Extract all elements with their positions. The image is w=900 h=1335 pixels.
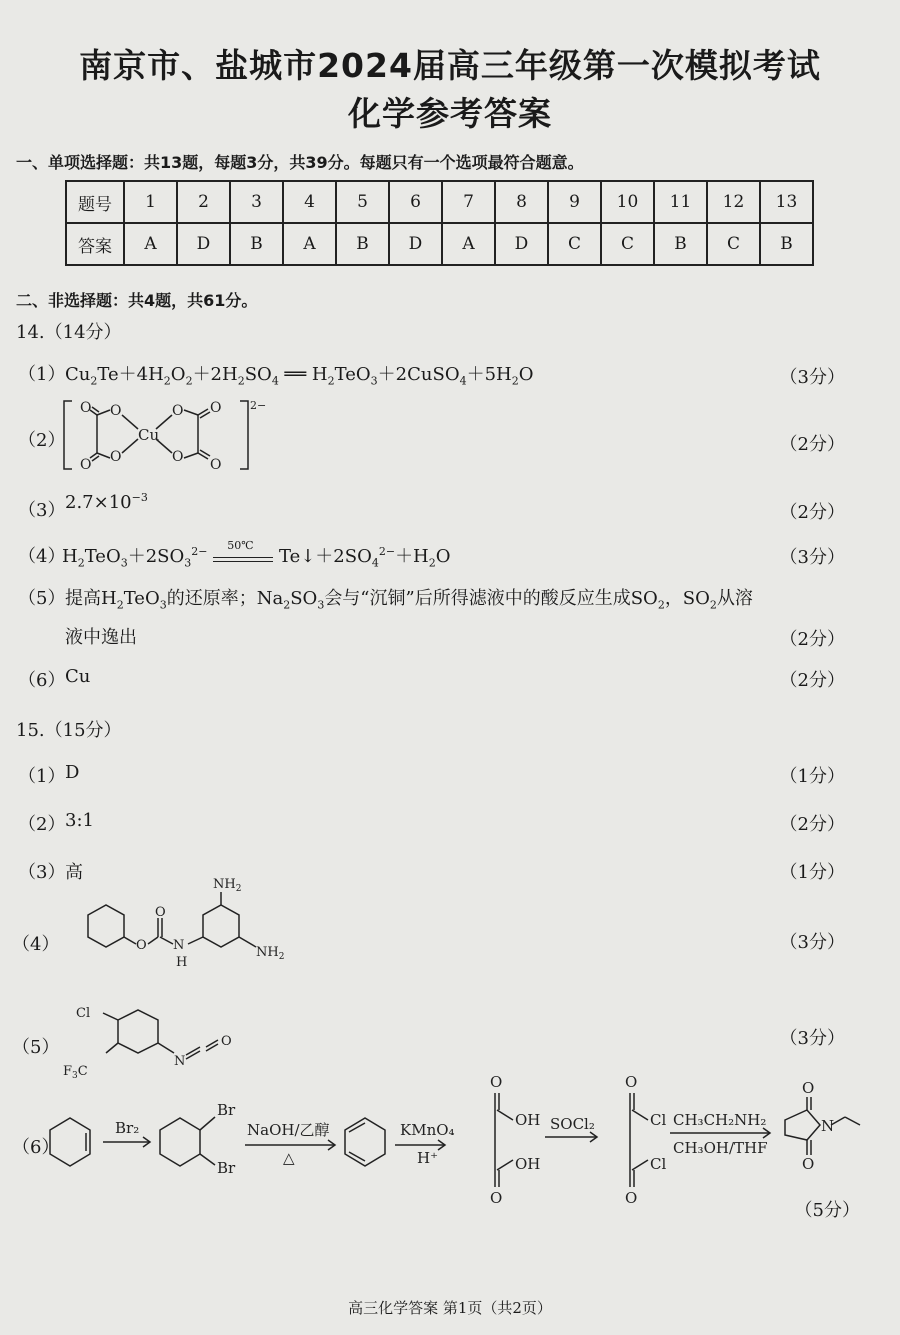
- q15-2-score: （2分）: [779, 814, 845, 835]
- svg-text:OH: OH: [515, 1111, 541, 1129]
- page-footer: 高三化学答案 第1页（共2页）: [348, 1299, 552, 1317]
- q14-2-score: （2分）: [779, 434, 845, 455]
- svg-text:O: O: [210, 400, 222, 416]
- synthesis-route-scheme: [45, 1065, 895, 1205]
- row-label-number: 题号: [66, 181, 124, 223]
- svg-text:O: O: [80, 457, 92, 473]
- svg-text:O: O: [210, 457, 222, 473]
- q15-4-score: （3分）: [779, 932, 845, 953]
- svg-text:O: O: [490, 1073, 503, 1091]
- q14-5-number: （5）: [18, 588, 66, 609]
- svg-text:N: N: [173, 938, 185, 953]
- answer-cell: A: [124, 223, 177, 265]
- q14-1-score: （3分）: [779, 367, 845, 388]
- complex-metal-label: Cu: [138, 426, 160, 444]
- q15-5-score: （3分）: [779, 1028, 845, 1049]
- svg-text:O: O: [802, 1079, 815, 1097]
- svg-text:O: O: [155, 905, 166, 920]
- copper-oxalate-complex-structure: [62, 395, 282, 475]
- step3-condition: H⁺: [417, 1149, 438, 1167]
- q15-5-number: （5）: [12, 1037, 60, 1058]
- q14-6-answer: Cu: [65, 666, 91, 687]
- svg-text:O: O: [625, 1189, 638, 1205]
- answer-cell: B: [654, 223, 707, 265]
- question-number-cell: 3: [230, 181, 283, 223]
- q14-5-answer-line2: 液中逸出: [65, 627, 137, 648]
- row-label-answer: 答案: [66, 223, 124, 265]
- q15-2-number: （2）: [18, 814, 66, 835]
- q15-6-score: （5分）: [794, 1200, 860, 1221]
- answer-cell: A: [442, 223, 495, 265]
- step5-reagent: CH₃CH₂NH₂: [673, 1111, 767, 1129]
- svg-text:O: O: [221, 1034, 232, 1049]
- q15-6-number: （6）: [12, 1137, 60, 1158]
- svg-text:O: O: [490, 1189, 503, 1205]
- question-number-cell: 1: [124, 181, 177, 223]
- svg-text:O: O: [80, 400, 92, 416]
- svg-text:O: O: [625, 1073, 638, 1091]
- svg-text:OH: OH: [515, 1155, 541, 1173]
- answer-cell: C: [548, 223, 601, 265]
- answer-cell: C: [601, 223, 654, 265]
- q15-3-score: （1分）: [779, 862, 845, 883]
- section-2-heading: 二、非选择题：共4题，共61分。: [16, 291, 258, 310]
- svg-text:N: N: [821, 1117, 835, 1135]
- answer-row: [66, 223, 813, 265]
- q15-3-number: （3）: [18, 862, 66, 883]
- question-number-cell: 11: [654, 181, 707, 223]
- step1-reagent: Br₂: [115, 1119, 140, 1137]
- q14-5-answer-line1: 提高$H_2TeO_3$的还原率；$Na_2SO_3$会与“沉铜”后所得滤液中的酸反应生成$SO_2$，$SO_2$从溶: [65, 588, 753, 612]
- q14-3-answer: $2.7\times 10^{-3}$: [65, 491, 148, 513]
- q15-1-answer: D: [65, 762, 80, 783]
- question-number-cell: 13: [760, 181, 813, 223]
- carbamate-structure: [58, 870, 318, 990]
- section-1-heading: 一、单项选择题：共13题，每题3分，共39分。每题只有一个选项最符合题意。: [16, 153, 584, 172]
- question-number-cell: 2: [177, 181, 230, 223]
- step5-condition: CH₃OH/THF: [673, 1139, 768, 1157]
- question-number-cell: 6: [389, 181, 442, 223]
- question-number-cell: 5: [336, 181, 389, 223]
- reaction-condition: 50℃: [227, 538, 254, 552]
- svg-text:Br: Br: [217, 1159, 236, 1177]
- svg-text:O: O: [802, 1155, 815, 1173]
- q14-5-score: （2分）: [779, 629, 845, 650]
- question-number-cell: 8: [495, 181, 548, 223]
- q14-4-number: （4）: [18, 546, 66, 567]
- q14-6-score: （2分）: [779, 670, 845, 691]
- svg-text:O: O: [172, 403, 184, 419]
- question-number-cell: 12: [707, 181, 760, 223]
- question-number-cell: 4: [283, 181, 336, 223]
- q14-1-number: （1）: [18, 364, 66, 385]
- answer-cell: B: [760, 223, 813, 265]
- svg-text:O: O: [110, 449, 122, 465]
- page-title: 南京市、盐城市2024届高三年级第一次模拟考试: [79, 46, 821, 85]
- q15-1-score: （1分）: [779, 766, 845, 787]
- answer-cell: A: [283, 223, 336, 265]
- question-number-cell: 10: [601, 181, 654, 223]
- question-number-cell: 9: [548, 181, 601, 223]
- question-number-row: [66, 181, 813, 223]
- answer-cell: D: [177, 223, 230, 265]
- q15-4-number: （4）: [12, 934, 60, 955]
- q14-2-number: （2）: [18, 430, 66, 451]
- step3-reagent: KMnO₄: [400, 1121, 455, 1139]
- q14-4-equation: $H_2TeO_3+2SO_3^{2-}$ 50℃ $Te↓+2SO_4^{2-}+H_2O$: [62, 538, 451, 570]
- q15-3-answer: 高: [65, 862, 83, 883]
- svg-text:Cl: Cl: [650, 1111, 667, 1129]
- q14-1-equation: $Cu_2Te+4H_2O_2+2H_2SO_4$ ══ $H_2TeO_3+2CuSO_4+5H_2O$: [65, 364, 534, 388]
- q14-6-number: （6）: [18, 670, 66, 691]
- q15-label: 15.（15分）: [16, 720, 122, 741]
- svg-text:Cl: Cl: [650, 1155, 667, 1173]
- svg-text:N: N: [174, 1054, 186, 1069]
- svg-text:NH2: $NH_2$: [213, 877, 242, 894]
- step4-reagent: SOCl₂: [550, 1115, 595, 1133]
- question-number-cell: 7: [442, 181, 495, 223]
- step2-condition: △: [283, 1149, 295, 1167]
- answer-cell: D: [495, 223, 548, 265]
- svg-text:O: O: [136, 938, 147, 953]
- answer-cell: D: [389, 223, 442, 265]
- q14-label: 14.（14分）: [16, 322, 122, 343]
- answer-table: [65, 180, 814, 266]
- q15-1-number: （1）: [18, 766, 66, 787]
- svg-text:Cl: Cl: [76, 1006, 91, 1021]
- q15-2-answer: 3:1: [65, 810, 94, 831]
- page-subtitle: 化学参考答案: [348, 94, 552, 133]
- svg-text:NH2: $NH_2$: [256, 945, 285, 962]
- complex-charge-label: 2−: [250, 399, 267, 412]
- q14-4-score: （3分）: [779, 547, 845, 568]
- step2-reagent: NaOH/乙醇: [247, 1121, 330, 1139]
- answer-cell: B: [230, 223, 283, 265]
- q14-3-number: （3）: [18, 500, 66, 521]
- svg-text:Br: Br: [217, 1101, 236, 1119]
- q14-3-score: （2分）: [779, 502, 845, 523]
- svg-text:O: O: [110, 403, 122, 419]
- svg-text:H: H: [176, 955, 188, 970]
- answer-cell: C: [707, 223, 760, 265]
- svg-text:F3C: $F_3C$: [63, 1064, 88, 1081]
- answer-cell: B: [336, 223, 389, 265]
- svg-text:O: O: [172, 449, 184, 465]
